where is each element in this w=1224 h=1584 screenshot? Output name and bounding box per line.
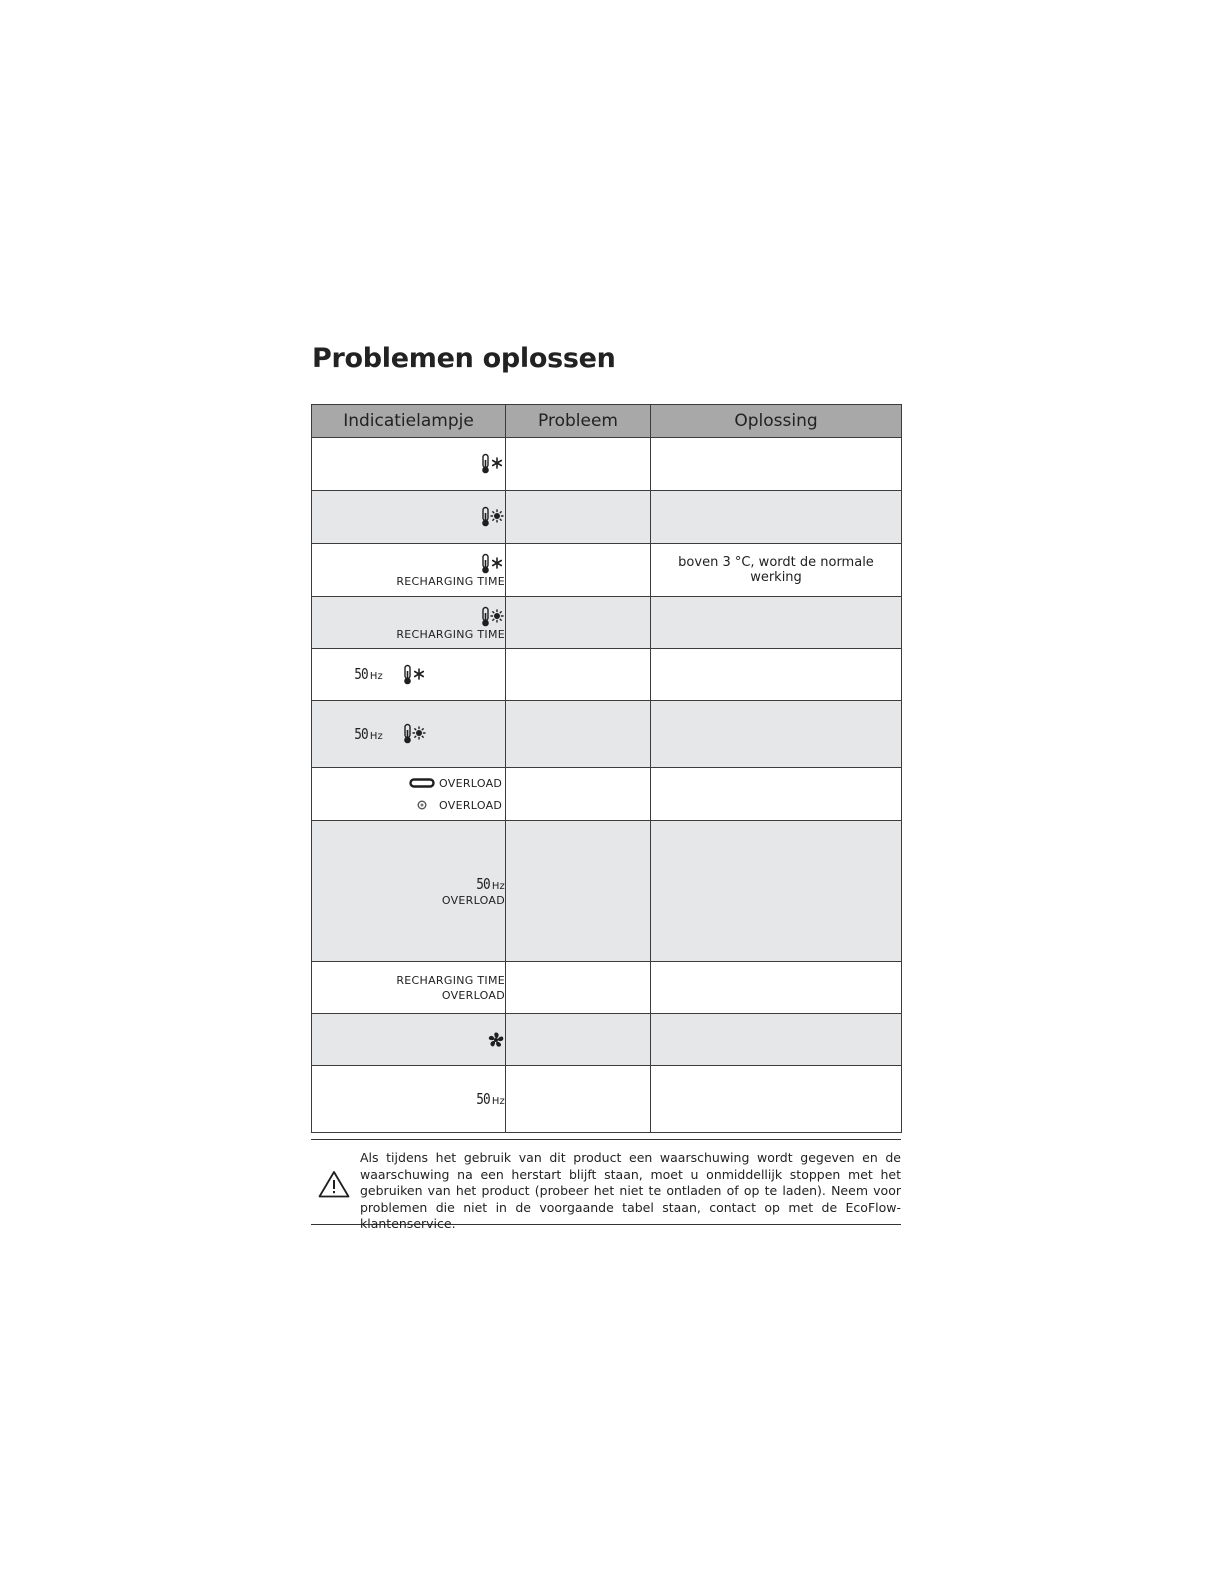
oplossing-cell [651,768,902,821]
thermometer-sun-icon [479,506,505,528]
overload-line [405,778,505,789]
hz-indicator [475,1089,505,1108]
table-row [312,544,902,597]
table-row [312,649,902,701]
table-header-row [312,405,902,438]
oplossing-cell [651,438,902,491]
probleem-cell [506,768,651,821]
oplossing-cell [651,701,902,768]
usb-c-port-icon [409,778,435,788]
probleem-cell [506,649,651,701]
warning-text: Als tijdens het gebruik van dit product een waarschuwing wordt gegeven en de waarschuwing na een herstart blijft staan, moet u onmiddellijk stoppen met het gebruiken van het product (probeer het niet te ontladen of op te laden). Neem voor problemen die niet in de voorgaande tabel staan, contact op met de EcoFlow-klantenservice. [360,1150,901,1232]
hz-indicator [475,874,505,893]
page-title: Problemen oplossen [312,343,616,374]
oplossing-cell [651,962,902,1014]
recharging-time-label: RECHARGING TIME [396,627,505,641]
hz-indicator [353,667,383,682]
indicator-cell [312,544,506,597]
table-row [312,438,902,491]
indicator-cell [312,1066,506,1133]
overload-label: OVERLOAD [441,893,505,907]
indicator-cell [312,491,506,544]
probleem-cell [506,491,651,544]
fan-dot-icon [417,800,427,810]
header-oplossing: Oplossing [651,405,902,438]
troubleshooting-table [311,404,902,1133]
overload-label: OVERLOAD [439,798,503,812]
probleem-cell [506,544,651,597]
overload-label: OVERLOAD [441,988,505,1002]
table-row [312,768,902,821]
table-row [312,491,902,544]
indicator-cell [312,768,506,821]
indicator-cell [312,597,506,649]
probleem-cell [506,438,651,491]
header-probleem: Probleem [506,405,651,438]
hz-unit: Hz [491,1095,505,1107]
indicator-cell [312,701,506,768]
recharging-time-label: RECHARGING TIME [396,575,505,588]
warning-triangle-icon [318,1170,350,1198]
oplossing-cell [651,821,902,962]
hz-value: 50 [353,724,368,743]
hz-indicator [353,724,383,743]
probleem-cell [506,1014,651,1066]
hz-unit: Hz [369,730,383,742]
header-indicatielampje: Indicatielampje [312,405,506,438]
oplossing-cell: boven 3 °C, wordt de normale werking [651,544,902,597]
table-row [312,597,902,649]
indicator-cell [312,649,506,701]
table-row [312,821,902,962]
oplossing-cell [651,597,902,649]
probleem-cell [506,962,651,1014]
indicator-cell [312,962,506,1014]
warning-box [311,1139,901,1232]
table-row [312,701,902,768]
hz-unit: Hz [369,671,383,682]
probleem-cell [506,701,651,768]
thermometer-snowflake-icon [401,664,427,686]
probleem-cell [506,1066,651,1133]
hz-value: 50 [475,874,490,893]
indicator-cell [312,1014,506,1066]
table-row [312,962,902,1014]
thermometer-snowflake-icon [479,553,505,575]
thermometer-sun-icon [479,606,505,628]
oplossing-cell [651,1066,902,1133]
hz-value: 50 [353,665,368,683]
thermometer-sun-icon [401,723,427,745]
overload-label: OVERLOAD [439,776,503,790]
recharging-time-label: RECHARGING TIME [396,973,505,987]
hz-value: 50 [475,1089,490,1108]
thermometer-snowflake-icon [479,453,505,475]
overload-line [405,800,505,811]
table-row [312,1014,902,1066]
table-row [312,1066,902,1133]
probleem-cell [506,821,651,962]
oplossing-cell [651,491,902,544]
probleem-cell [506,597,651,649]
hz-unit: Hz [491,880,505,892]
fan-icon [487,1031,505,1049]
oplossing-cell [651,649,902,701]
indicator-cell [312,438,506,491]
indicator-cell [312,821,506,962]
oplossing-cell [651,1014,902,1066]
